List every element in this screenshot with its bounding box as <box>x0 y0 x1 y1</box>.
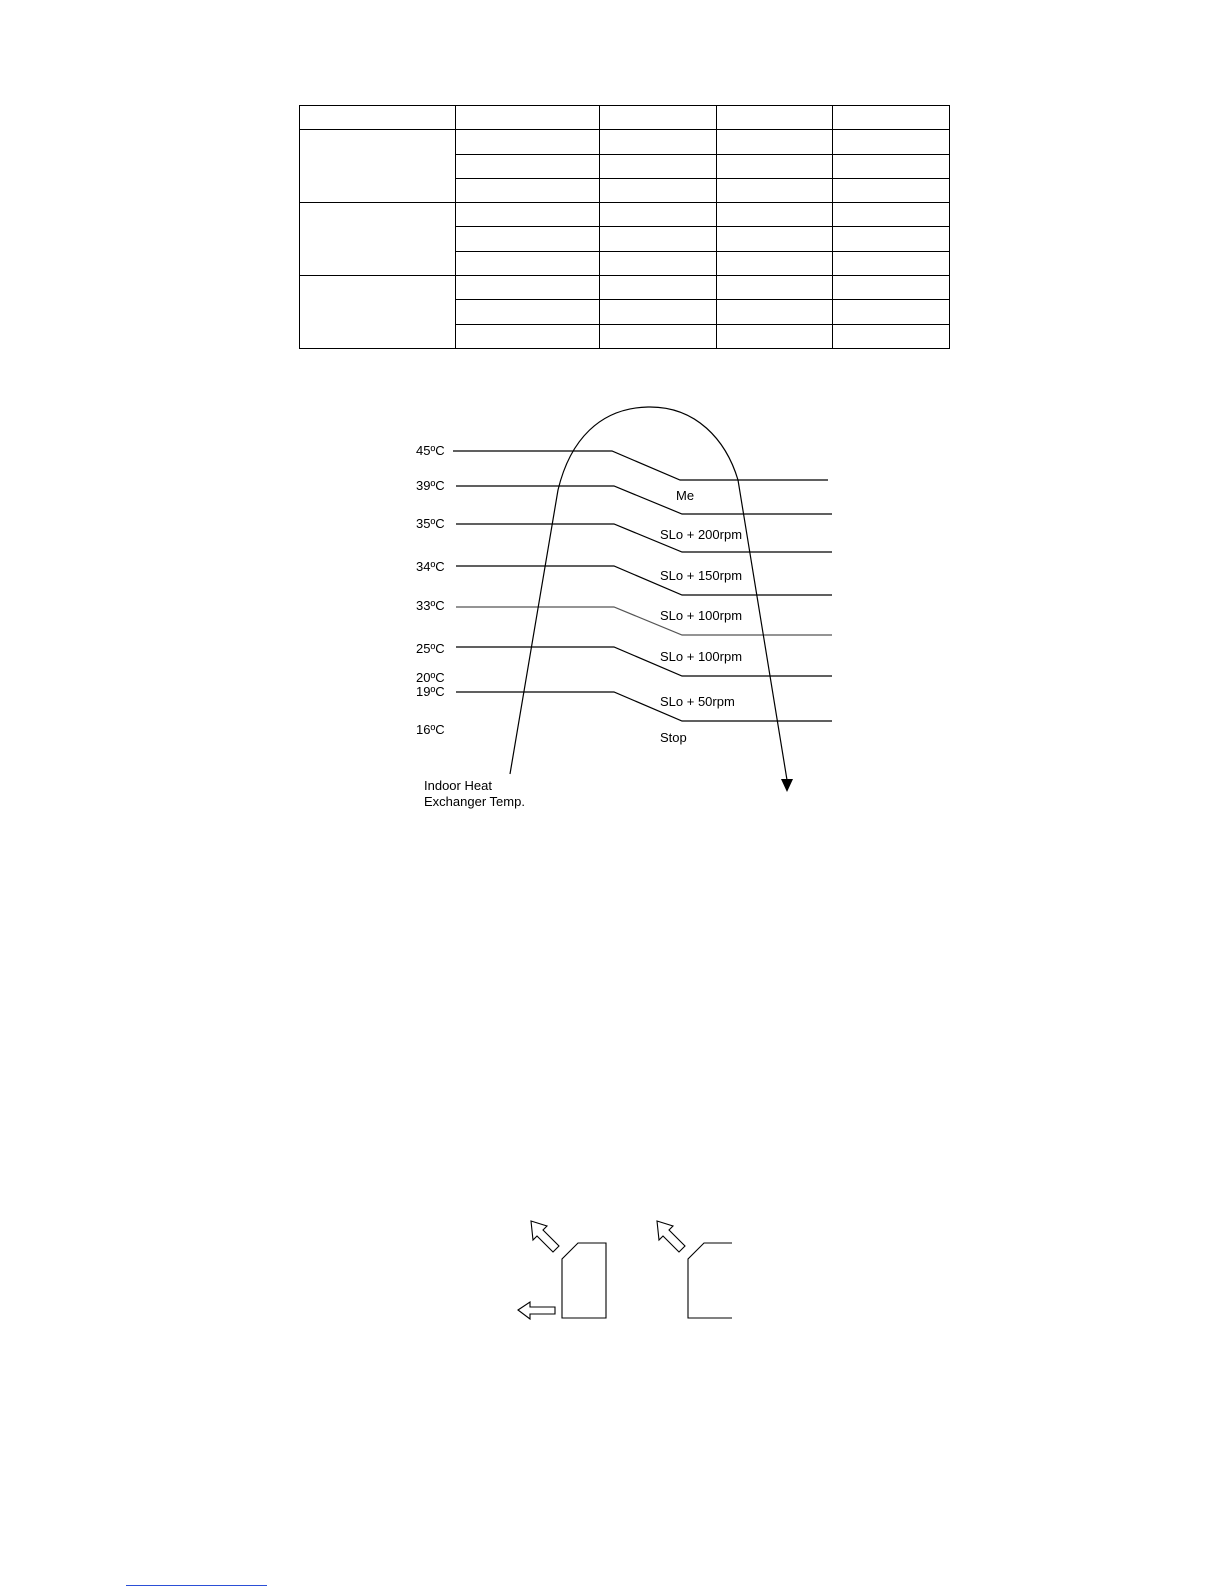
fan-label-me: Me <box>676 488 695 503</box>
fan-label-stop: Stop <box>660 730 687 745</box>
unit-outline-left <box>562 1243 606 1318</box>
fan-speed-labels <box>660 488 742 745</box>
temp-label-25: 25ºC <box>416 641 445 656</box>
threshold-lines <box>453 451 832 721</box>
unit-outline-right <box>688 1243 732 1318</box>
threshold-line-33 <box>456 607 832 635</box>
temp-label-33: 33ºC <box>416 598 445 613</box>
threshold-line-34 <box>456 566 832 595</box>
temp-label-16: 16ºC <box>416 722 445 737</box>
curve-label-line1: Indoor Heat <box>424 778 492 793</box>
temp-label-20: 20ºC <box>416 670 445 685</box>
curve-arrowhead <box>781 779 793 792</box>
airflow-arrow-upleft-icon <box>531 1221 559 1252</box>
fan-label-slo-50: SLo + 50rpm <box>660 694 735 709</box>
temp-label-45: 45ºC <box>416 443 445 458</box>
threshold-line-39 <box>456 486 832 514</box>
fan-label-slo-100-b: SLo + 100rpm <box>660 649 743 664</box>
airflow-illustration <box>518 1221 732 1319</box>
threshold-line-25 <box>456 647 832 676</box>
fan-label-slo-150: SLo + 150rpm <box>660 568 743 583</box>
fan-label-slo-200: SLo + 200rpm <box>660 527 743 542</box>
heat-exchanger-temp-curve <box>510 407 787 780</box>
threshold-line-35 <box>456 524 832 552</box>
fan-label-slo-100-a: SLo + 100rpm <box>660 608 743 623</box>
temperature-labels <box>416 443 445 737</box>
temp-label-34: 34ºC <box>416 559 445 574</box>
temp-label-35: 35ºC <box>416 516 445 531</box>
airflow-arrow-upleft-icon <box>657 1221 685 1252</box>
temp-label-39: 39ºC <box>416 478 445 493</box>
curve-label-line2: Exchanger Temp. <box>424 794 525 809</box>
temp-label-19: 19ºC <box>416 684 445 699</box>
airflow-arrow-left-icon <box>518 1302 555 1319</box>
threshold-line-45 <box>453 451 828 480</box>
